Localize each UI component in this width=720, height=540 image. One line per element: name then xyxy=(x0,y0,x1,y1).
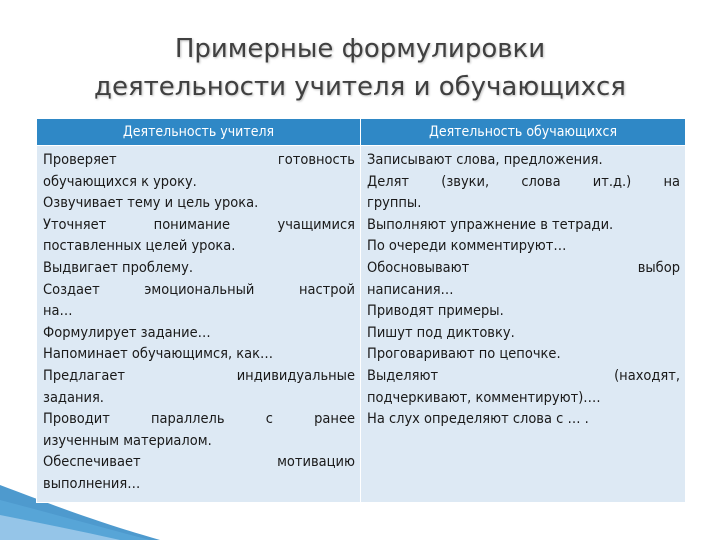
teacher-line: Напоминает обучающимся, как… xyxy=(43,346,274,363)
title-line-2: деятельности учителя и обучающихся xyxy=(94,72,626,102)
teacher-line: выполнения… xyxy=(43,475,141,492)
teacher-line: Проводит параллель с ранее xyxy=(43,411,355,428)
student-line: Выделяют (находят, xyxy=(367,367,680,384)
page-title xyxy=(0,30,720,106)
teacher-line: задания. xyxy=(43,389,104,406)
student-line: На слух определяют слова с … . xyxy=(367,411,589,428)
student-line: Записывают слова, предложения. xyxy=(367,152,603,168)
student-line: Приводят примеры. xyxy=(367,303,504,320)
teacher-line: поставленных целей урока. xyxy=(43,238,236,255)
teacher-line: обучающихся к уроку. xyxy=(43,173,197,190)
teacher-line: Предлагает индивидуальные xyxy=(43,367,355,384)
header-students: Деятельность обучающихся xyxy=(361,119,686,146)
student-line: Делят (звуки, слова ит.д.) на xyxy=(367,173,680,190)
header-teacher: Деятельность учителя xyxy=(37,119,361,146)
table-row xyxy=(37,146,686,503)
student-line: Пишут под диктовку. xyxy=(367,324,515,341)
student-line: Проговаривают по цепочке. xyxy=(367,346,561,363)
teacher-line: Уточняет понимание учащимися xyxy=(43,216,355,233)
teacher-line: изученным материалом. xyxy=(43,432,212,449)
teacher-line: Выдвигает проблему. xyxy=(43,259,193,276)
table-header-row xyxy=(37,119,686,146)
student-line: подчеркивают, комментируют)…. xyxy=(367,389,601,406)
title-line-1: Примерные формулировки xyxy=(174,34,546,64)
student-line: По очереди комментируют… xyxy=(367,238,567,255)
teacher-line: Проверяет готовность xyxy=(43,152,355,168)
student-line: написания… xyxy=(367,281,454,298)
teacher-line: на… xyxy=(43,303,73,320)
student-line: Обосновывают выбор xyxy=(367,259,680,276)
teacher-line: Озвучивает тему и цель урока. xyxy=(43,195,259,212)
student-activity-cell xyxy=(361,146,686,503)
teacher-line: Формулирует задание… xyxy=(43,324,211,341)
activity-table xyxy=(36,118,686,503)
student-line: группы. xyxy=(367,195,422,212)
student-line: Выполняют упражнение в тетради. xyxy=(367,216,614,233)
teacher-line: Создает эмоциональный настрой xyxy=(43,281,355,298)
teacher-line: Обеспечивает мотивацию xyxy=(43,454,355,471)
teacher-activity-cell xyxy=(37,146,361,503)
